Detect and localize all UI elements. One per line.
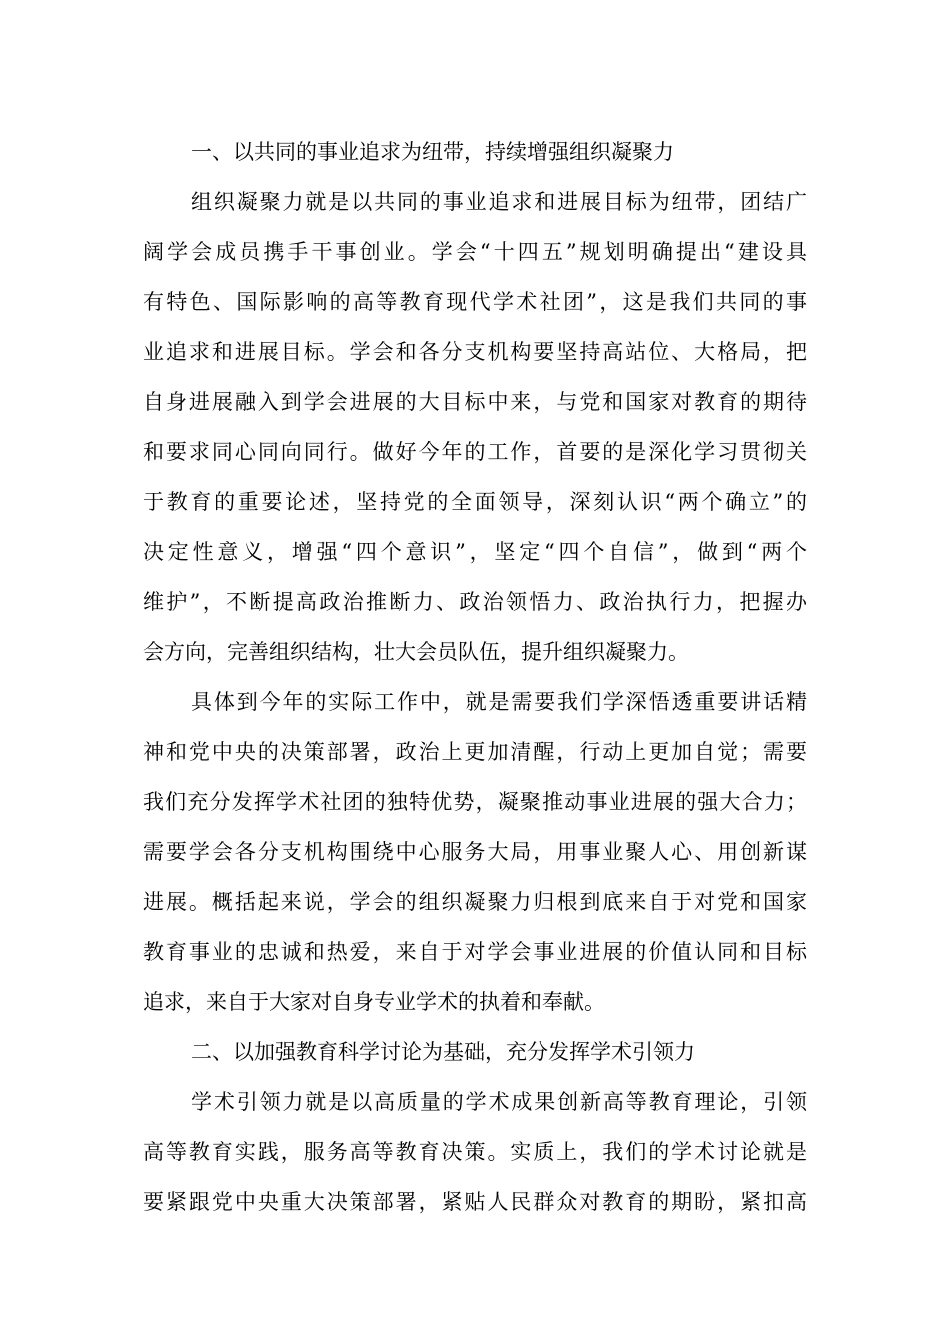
section-heading-2: 二、以加强教育科学讨论为基础，充分发挥学术引领力 <box>191 1040 695 1064</box>
paragraph-line: 决定性意义，增强“四个意识”，坚定“四个自信”，做到“两个 <box>143 540 807 564</box>
paragraph-line: 学术引领力就是以高质量的学术成果创新高等教育理论，引领 <box>191 1090 807 1114</box>
paragraph-line: 神和党中央的决策部署，政治上更加清醒，行动上更加自觉；需要 <box>143 740 807 764</box>
paragraph-line: 我们充分发挥学术社团的独特优势，凝聚推动事业进展的强大合力； <box>143 790 807 814</box>
paragraph-line: 阔学会成员携手干事创业。学会“十四五”规划明确提出“建设具 <box>143 240 807 264</box>
paragraph-line: 需要学会各分支机构围绕中心服务大局，用事业聚人心、用创新谋 <box>143 840 807 864</box>
paragraph-line: 业追求和进展目标。学会和各分支机构要坚持高站位、大格局，把 <box>143 340 807 364</box>
paragraph-line: 会方向，完善组织结构，壮大会员队伍，提升组织凝聚力。 <box>143 640 689 664</box>
paragraph-line: 进展。概括起来说，学会的组织凝聚力归根到底来自于对党和国家 <box>143 890 807 914</box>
paragraph-line: 有特色、国际影响的高等教育现代学术社团”，这是我们共同的事 <box>143 290 807 314</box>
paragraph-line: 和要求同心同向同行。做好今年的工作，首要的是深化学习贯彻关 <box>143 440 807 464</box>
paragraph-line: 自身进展融入到学会进展的大目标中来，与党和国家对教育的期待 <box>143 390 807 414</box>
paragraph-line: 于教育的重要论述，坚持党的全面领导，深刻认识“两个确立”的 <box>143 490 807 514</box>
paragraph-line: 教育事业的忠诚和热爱，来自于对学会事业进展的价值认同和目标 <box>143 940 807 964</box>
paragraph-line: 追求，来自于大家对自身专业学术的执着和奉献。 <box>143 990 605 1014</box>
paragraph-line: 高等教育实践，服务高等教育决策。实质上，我们的学术讨论就是 <box>143 1140 807 1164</box>
paragraph-line: 要紧跟党中央重大决策部署，紧贴人民群众对教育的期盼，紧扣高 <box>143 1190 807 1214</box>
paragraph-line: 维护”，不断提高政治推断力、政治领悟力、政治执行力，把握办 <box>143 590 807 614</box>
section-heading-1: 一、以共同的事业追求为纽带，持续增强组织凝聚力 <box>191 140 674 164</box>
paragraph-line: 组织凝聚力就是以共同的事业追求和进展目标为纽带，团结广 <box>191 190 807 214</box>
paragraph-line: 具体到今年的实际工作中，就是需要我们学深悟透重要讲话精 <box>191 690 807 714</box>
